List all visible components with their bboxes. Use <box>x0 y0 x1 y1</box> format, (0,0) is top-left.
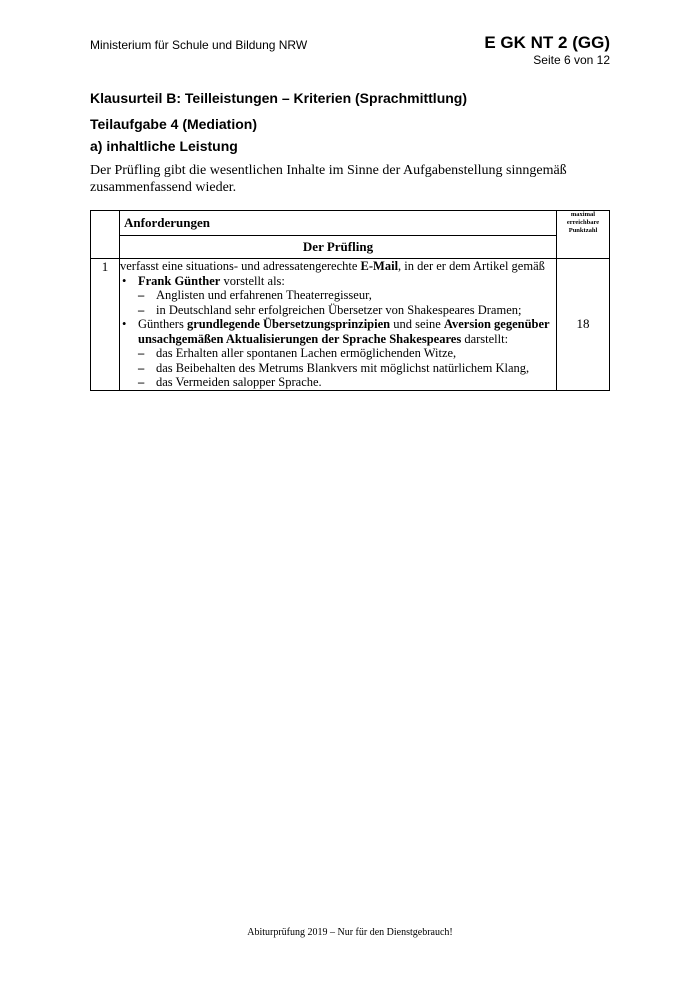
requirements-header: Anforderungen <box>124 215 210 230</box>
intro-text: Der Prüfling gibt die wesentlichen Inhalte im Sinne der Aufgabenstellung sinngemäß zusammenfassend wieder. <box>90 163 567 195</box>
requirements-text <box>120 259 557 391</box>
dash-item: – Anglisten und erfahrenen Theaterregisseur, <box>138 288 372 302</box>
bullet-item: • Frank Günther vorstellt als: <box>122 273 285 288</box>
dash-icon: – <box>138 375 145 389</box>
bullet-icon: • <box>122 317 127 331</box>
page-header-right <box>484 33 610 67</box>
subsection-title: a) inhaltliche Leistung <box>90 138 238 154</box>
row-number: 1 <box>91 259 120 391</box>
criteria-table <box>90 210 610 391</box>
max-points-header: maximal erreichbare Punktzahl <box>557 211 610 259</box>
dash-icon: – <box>138 360 145 375</box>
requirement-intro: verfasst eine situations- und adressatengerechte E-Mail, in der er dem Artikel gemäß <box>120 259 545 273</box>
row-points: 18 <box>557 259 610 391</box>
bullet-item: • Günthers grundlegende Übersetzungsprinzipien und seine Aversion gegenüber unsachgemäßen Aktualisierungen der Sprache Shakespeares darstellt: <box>122 317 550 346</box>
requirements-header-cell <box>120 211 557 259</box>
dash-item: – das Vermeiden salopper Sprache. <box>138 375 322 389</box>
task-title: Teilaufgabe 4 (Mediation) <box>90 116 257 132</box>
table-header-row <box>91 211 610 259</box>
section-title: Klausurteil B: Teilleistungen – Kriterien (Sprachmittlung) <box>90 90 468 106</box>
dash-icon: – <box>138 346 145 360</box>
exam-code: E GK NT 2 (GG) <box>484 33 610 52</box>
dash-item: – in Deutschland sehr erfolgreichen Übersetzer von Shakespeares Dramen; <box>138 302 522 317</box>
bullet-icon: • <box>122 273 127 288</box>
dash-icon: – <box>138 288 145 302</box>
page-number: Seite 6 von 12 <box>533 53 610 67</box>
number-header-cell <box>91 211 120 259</box>
dash-item: – das Erhalten aller spontanen Lachen ermöglichenden Witze, <box>138 346 457 360</box>
table-row <box>91 259 610 391</box>
ministry-name: Ministerium für Schule und Bildung NRW <box>90 38 308 52</box>
dash-icon: – <box>138 302 145 317</box>
examinee-subheader: Der Prüfling <box>120 235 556 258</box>
dash-item: – das Beibehalten des Metrums Blankvers mit möglichst natürlichem Klang, <box>138 360 530 375</box>
page-footer: Abiturprüfung 2019 – Nur für den Dienstgebrauch! <box>247 927 453 938</box>
